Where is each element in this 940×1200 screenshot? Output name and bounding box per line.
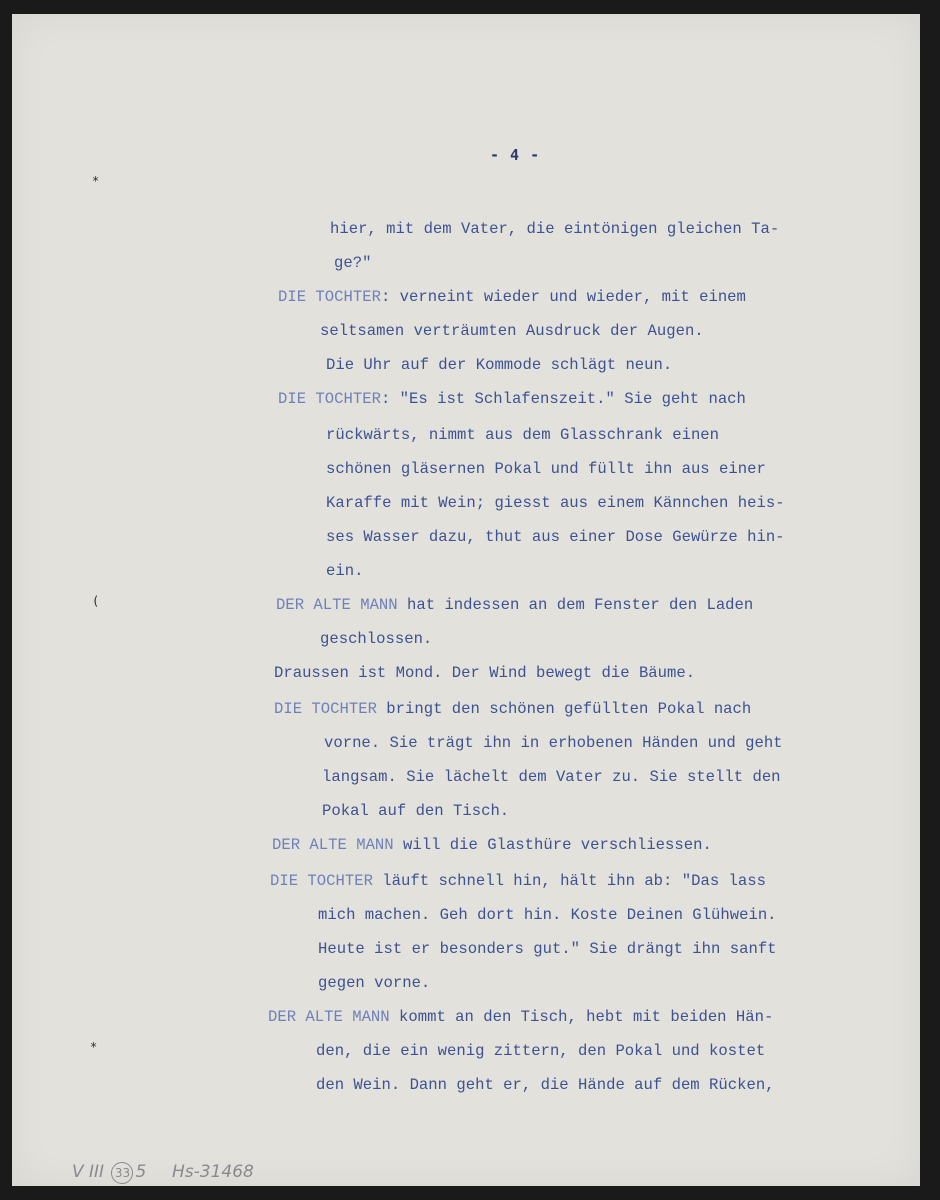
text-line: vorne. Sie trägt ihn in erhobenen Händen und geht: [324, 734, 783, 752]
text-line: geschlossen.: [320, 630, 433, 648]
text-line: DIE TOCHTER läuft schnell hin, hält ihn ab: "Das lass: [270, 872, 766, 890]
margin-mark: (: [92, 594, 100, 608]
page-number: - 4 -: [490, 146, 541, 164]
text-line: ein.: [326, 562, 364, 580]
text-line: DER ALTE MANN hat indessen an dem Fenster den Laden: [276, 596, 754, 614]
text-line: ses Wasser dazu, thut aus einer Dose Gewürze hin-: [326, 528, 785, 546]
text-line: rückwärts, nimmt aus dem Glasschrank einen: [326, 426, 720, 444]
margin-mark: *: [92, 174, 100, 188]
archive-signature: V III 33 5: [72, 1162, 147, 1182]
text-line: seltsamen verträumten Ausdruck der Augen.: [320, 322, 704, 340]
document-page: [12, 14, 920, 1186]
text-line: DIE TOCHTER: "Es ist Schlafenszeit." Sie geht nach: [278, 390, 746, 408]
text-line: DER ALTE MANN will die Glasthüre verschliessen.: [272, 836, 712, 854]
text-line: Die Uhr auf der Kommode schlägt neun.: [326, 356, 673, 374]
text-line: ge?": [334, 254, 372, 272]
text-line: Draussen ist Mond. Der Wind bewegt die Bäume.: [274, 664, 696, 682]
text-line: DIE TOCHTER bringt den schönen gefüllten Pokal nach: [274, 700, 752, 718]
text-line: hier, mit dem Vater, die eintönigen gleichen Ta-: [330, 220, 780, 238]
text-line: schönen gläsernen Pokal und füllt ihn aus einer: [326, 460, 766, 478]
archive-number: Hs-31468: [172, 1162, 254, 1182]
text-line: gegen vorne.: [318, 974, 431, 992]
text-line: den, die ein wenig zittern, den Pokal und kostet: [316, 1042, 766, 1060]
text-line: Heute ist er besonders gut." Sie drängt ihn sanft: [318, 940, 777, 958]
text-line: DIE TOCHTER: verneint wieder und wieder, mit einem: [278, 288, 746, 306]
circled-number: 33: [111, 1162, 133, 1184]
text-line: DER ALTE MANN kommt an den Tisch, hebt mit beiden Hän-: [268, 1008, 774, 1026]
text-line: den Wein. Dann geht er, die Hände auf dem Rücken,: [316, 1076, 775, 1094]
text-line: Karaffe mit Wein; giesst aus einem Kännchen heis-: [326, 494, 785, 512]
text-line: mich machen. Geh dort hin. Koste Deinen Glühwein.: [318, 906, 777, 924]
text-line: langsam. Sie lächelt dem Vater zu. Sie stellt den: [322, 768, 781, 786]
text-line: Pokal auf den Tisch.: [322, 802, 510, 820]
margin-mark: *: [90, 1040, 98, 1054]
